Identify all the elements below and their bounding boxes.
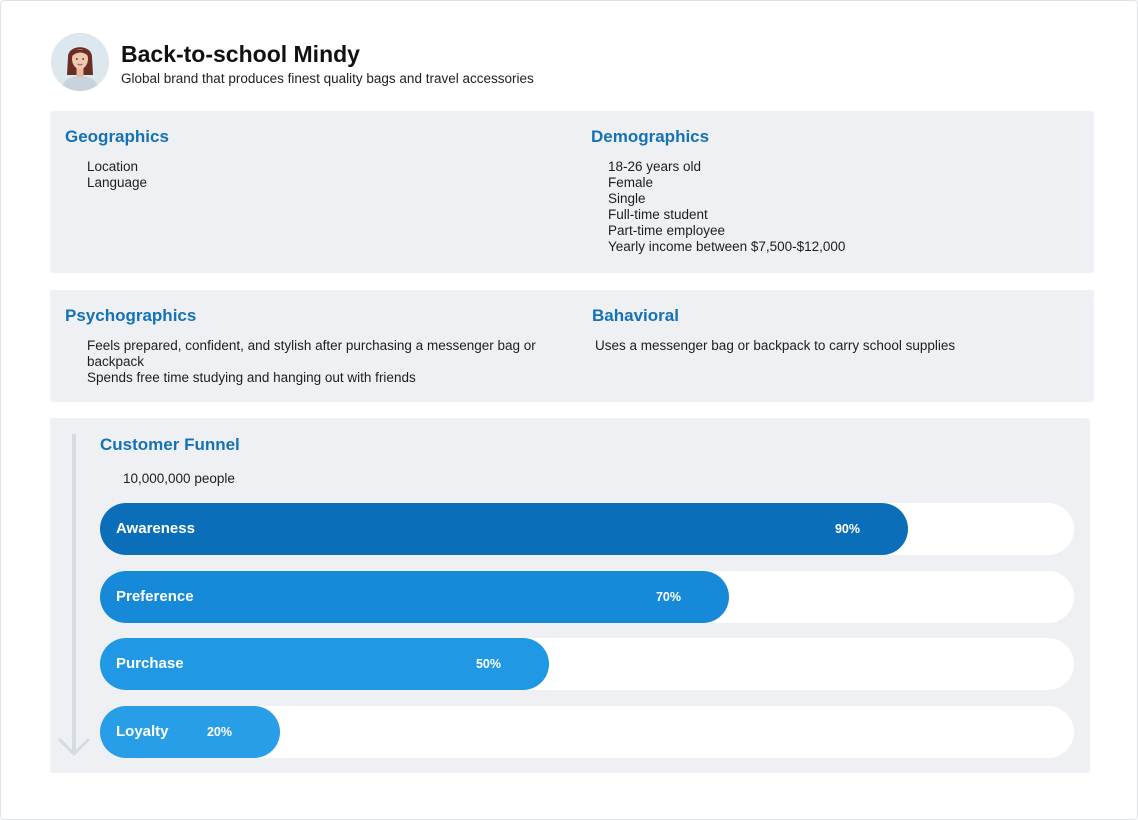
funnel-bar-label: Purchase	[116, 655, 184, 672]
psychographics-title: Psychographics	[65, 306, 197, 325]
arrow-down-icon	[58, 432, 92, 762]
funnel-bar-loyalty	[100, 706, 280, 758]
funnel-bar-percent: 20%	[206, 725, 232, 739]
demographics-list	[608, 159, 845, 255]
funnel-bar-label: Awareness	[116, 520, 195, 537]
list-item: Spends free time studying and hanging out with friends	[87, 370, 416, 385]
funnel-title: Customer Funnel	[100, 435, 240, 454]
list-item: Single	[608, 191, 646, 206]
list-item: Location	[87, 159, 139, 174]
funnel-track	[100, 571, 1074, 623]
funnel-bar-purchase	[100, 638, 549, 690]
list-item: Part-time employee	[608, 223, 726, 238]
list-item: 18-26 years old	[608, 159, 702, 174]
geographics-list	[87, 159, 169, 191]
funnel-bar-percent: 90%	[834, 522, 860, 536]
list-item: Full-time student	[608, 207, 708, 222]
geographics-section	[65, 127, 169, 191]
woman-avatar-icon	[51, 33, 109, 91]
psychographics-section	[65, 306, 545, 386]
funnel-track	[100, 503, 1074, 555]
profile-panel-top	[50, 111, 1094, 273]
funnel-track	[100, 706, 1074, 758]
funnel-bar-percent: 70%	[655, 590, 681, 604]
demographics-title: Demographics	[591, 127, 710, 146]
psychographics-list	[87, 338, 545, 386]
customer-funnel-panel	[50, 418, 1090, 773]
geographics-title: Geographics	[65, 127, 169, 146]
funnel-bar-awareness	[100, 503, 908, 555]
list-item: Female	[608, 175, 654, 190]
list-item: Language	[87, 175, 148, 190]
funnel-bar-label: Preference	[116, 588, 194, 605]
behavioral-section	[592, 306, 1072, 354]
behavioral-title: Bahavioral	[592, 306, 679, 325]
list-item: Uses a messenger bag or backpack to carry school supplies	[595, 338, 956, 353]
demographics-section	[591, 127, 845, 255]
funnel-bar-label: Loyalty	[116, 723, 169, 740]
funnel-track	[100, 638, 1074, 690]
funnel-bar-percent: 50%	[475, 657, 501, 671]
behavioral-list	[595, 338, 1072, 354]
persona-description: Global brand that produces finest quality bags and travel accessories	[121, 71, 534, 86]
funnel-population: 10,000,000 people	[123, 471, 235, 486]
persona-name: Back-to-school Mindy	[121, 41, 360, 67]
profile-panel-bottom	[50, 290, 1094, 402]
list-item: Yearly income between $7,500-$12,000	[608, 239, 846, 254]
funnel-bar-preference	[100, 571, 729, 623]
list-item: Feels prepared, confident, and stylish after purchasing a messenger bag or backpack	[87, 338, 536, 369]
